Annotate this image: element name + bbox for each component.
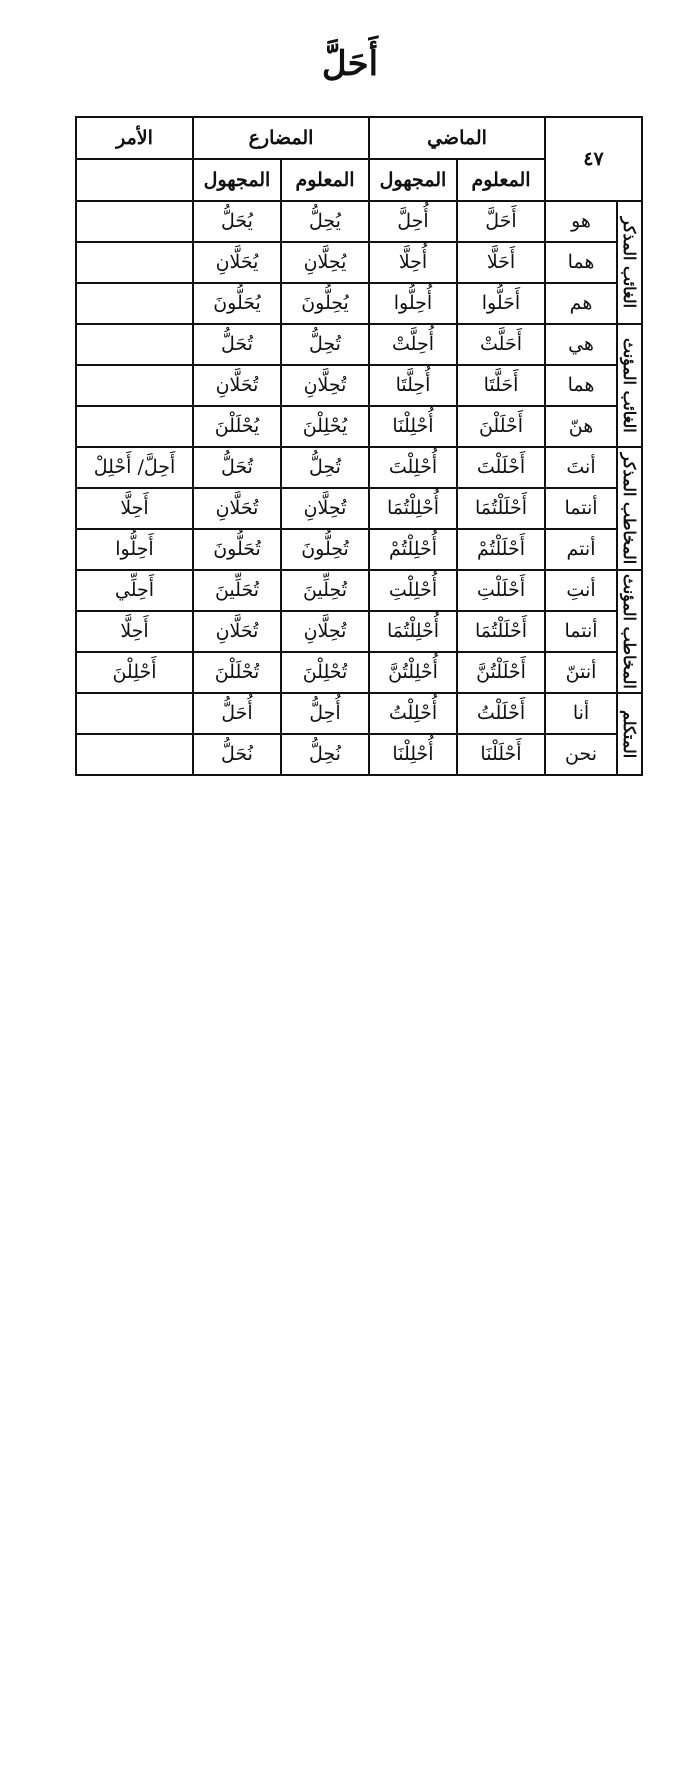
group-label: المخاطب المؤنث [620, 574, 640, 689]
conjugation-row [76, 324, 642, 365]
past-active-cell: أَحَلَّ [457, 201, 545, 242]
imperative-cell [76, 242, 193, 283]
past-active-cell: أَحْلَلْنَا [457, 734, 545, 775]
pronoun-cell: هو [545, 201, 617, 242]
present-active-cell: نُحِلُّ [281, 734, 369, 775]
conjugation-row [76, 570, 642, 611]
present-passive-cell: يُحْلَلْنَ [193, 406, 281, 447]
imperative-cell [76, 365, 193, 406]
pronoun-cell: هي [545, 324, 617, 365]
pronoun-cell: أنتم [545, 529, 617, 570]
past-passive-cell: أُحِلَّتْ [369, 324, 457, 365]
group-label-cell [617, 324, 642, 447]
past-passive-cell: أُحْلِلْنَا [369, 406, 457, 447]
imperative-cell: أَحِلَّا [76, 611, 193, 652]
present-active-cell: تُحِلَّانِ [281, 611, 369, 652]
present-active-cell: تُحِلَّانِ [281, 488, 369, 529]
present-passive-cell: تُحَلَّانِ [193, 488, 281, 529]
present-passive-cell: يُحَلُّ [193, 201, 281, 242]
group-label-cell [617, 201, 642, 324]
present-active-cell: يُحْلِلْنَ [281, 406, 369, 447]
pronoun-cell: أنتِ [545, 570, 617, 611]
past-passive-cell: أُحْلِلْتُ [369, 693, 457, 734]
present-active-cell: تُحْلِلْنَ [281, 652, 369, 693]
imperative-cell [76, 283, 193, 324]
present-active-cell: تُحِلُّ [281, 324, 369, 365]
past-passive-cell: أُحِلَّ [369, 201, 457, 242]
group-label-cell [617, 693, 642, 775]
present-passive-header: المجهول [193, 159, 281, 201]
imperative-cell: أَحِلِّي [76, 570, 193, 611]
present-passive-cell: يُحَلُّونَ [193, 283, 281, 324]
present-active-cell: أُحِلُّ [281, 693, 369, 734]
past-passive-cell: أُحْلِلْنَا [369, 734, 457, 775]
pronoun-cell: أنتما [545, 488, 617, 529]
pronoun-cell: هنّ [545, 406, 617, 447]
past-active-cell: أَحْلَلْتُمَا [457, 611, 545, 652]
past-active-cell: أَحَلُّوا [457, 283, 545, 324]
present-passive-cell: يُحَلَّانِ [193, 242, 281, 283]
present-passive-cell: نُحَلُّ [193, 734, 281, 775]
conjugation-row [76, 529, 642, 570]
past-active-cell: أَحْلَلْتُنَّ [457, 652, 545, 693]
past-passive-cell: أُحِلُّوا [369, 283, 457, 324]
pronoun-cell: أنتما [545, 611, 617, 652]
pronoun-cell: هم [545, 283, 617, 324]
present-active-cell: يُحِلُّ [281, 201, 369, 242]
imperative-cell [76, 693, 193, 734]
past-passive-cell: أُحْلِلْتِ [369, 570, 457, 611]
present-active-cell: تُحِلُّ [281, 447, 369, 488]
past-active-cell: أَحْلَلْتُ [457, 693, 545, 734]
past-active-cell: أَحْلَلْتِ [457, 570, 545, 611]
pronoun-cell: هما [545, 365, 617, 406]
past-passive-cell: أُحْلِلْتَ [369, 447, 457, 488]
conjugation-row [76, 201, 642, 242]
present-header: المضارع [193, 117, 369, 159]
past-active-cell: أَحْلَلْتَ [457, 447, 545, 488]
present-passive-cell: تُحَلِّينَ [193, 570, 281, 611]
group-label: الغائب المؤنث [620, 338, 640, 433]
conjugation-row [76, 283, 642, 324]
present-passive-cell: تُحَلَّانِ [193, 611, 281, 652]
past-header: الماضي [369, 117, 545, 159]
past-passive-cell: أُحْلِلْتُنَّ [369, 652, 457, 693]
group-label: المتكلم [620, 709, 640, 759]
past-passive-cell: أُحِلَّا [369, 242, 457, 283]
imperative-cell: أَحِلُّوا [76, 529, 193, 570]
imperative-header: الأمر [76, 117, 193, 159]
pronoun-cell: أنا [545, 693, 617, 734]
conjugation-row [76, 365, 642, 406]
present-active-cell: تُحِلِّينَ [281, 570, 369, 611]
past-active-cell: أَحْلَلْتُمَا [457, 488, 545, 529]
present-passive-cell: تُحَلُّونَ [193, 529, 281, 570]
present-active-header: المعلوم [281, 159, 369, 201]
present-passive-cell: تُحَلَّانِ [193, 365, 281, 406]
conjugation-row [76, 488, 642, 529]
conjugation-row [76, 652, 642, 693]
past-passive-cell: أُحْلِلْتُمَا [369, 611, 457, 652]
past-passive-cell: أُحْلِلْتُمْ [369, 529, 457, 570]
conjugation-row [76, 406, 642, 447]
imperative-cell [76, 201, 193, 242]
conjugation-row [76, 242, 642, 283]
present-active-cell: يُحِلَّانِ [281, 242, 369, 283]
header-row-main [76, 117, 642, 159]
past-active-header: المعلوم [457, 159, 545, 201]
imperative-cell: أَحْلِلْنَ [76, 652, 193, 693]
conjugation-row [76, 447, 642, 488]
past-active-cell: أَحَلَّا [457, 242, 545, 283]
imperative-cell [76, 324, 193, 365]
present-passive-cell: تُحَلُّ [193, 447, 281, 488]
group-label-cell [617, 570, 642, 693]
past-active-cell: أَحْلَلْنَ [457, 406, 545, 447]
past-active-cell: أَحْلَلْتُمْ [457, 529, 545, 570]
pronoun-cell: نحن [545, 734, 617, 775]
imperative-cell: أَحِلَّا [76, 488, 193, 529]
conjugation-table [75, 116, 643, 776]
past-passive-cell: أُحْلِلْتُمَا [369, 488, 457, 529]
past-passive-header: المجهول [369, 159, 457, 201]
pronoun-cell: أنتَ [545, 447, 617, 488]
imperative-cell [76, 406, 193, 447]
present-passive-cell: تُحْلَلْنَ [193, 652, 281, 693]
pronoun-cell: هما [545, 242, 617, 283]
present-passive-cell: تُحَلُّ [193, 324, 281, 365]
present-active-cell: تُحِلُّونَ [281, 529, 369, 570]
conjugation-row [76, 734, 642, 775]
imperative-subheader-empty [76, 159, 193, 201]
table-number: ٤٧ [545, 117, 642, 201]
imperative-cell: أَحِلَّ/ أَحْلِلْ [76, 447, 193, 488]
present-active-cell: يُحِلُّونَ [281, 283, 369, 324]
past-passive-cell: أُحِلَّتَا [369, 365, 457, 406]
group-label-cell [617, 447, 642, 570]
past-active-cell: أَحَلَّتْ [457, 324, 545, 365]
group-label: المخاطب المذكر [620, 452, 640, 565]
imperative-cell [76, 734, 193, 775]
pronoun-cell: أنتنّ [545, 652, 617, 693]
group-label: الغائب المذكر [620, 216, 640, 309]
present-passive-cell: أُحَلُّ [193, 693, 281, 734]
page-title: أَحَلَّ [321, 44, 379, 84]
present-active-cell: تُحِلَّانِ [281, 365, 369, 406]
past-active-cell: أَحَلَّتَا [457, 365, 545, 406]
conjugation-row [76, 611, 642, 652]
conjugation-row [76, 693, 642, 734]
